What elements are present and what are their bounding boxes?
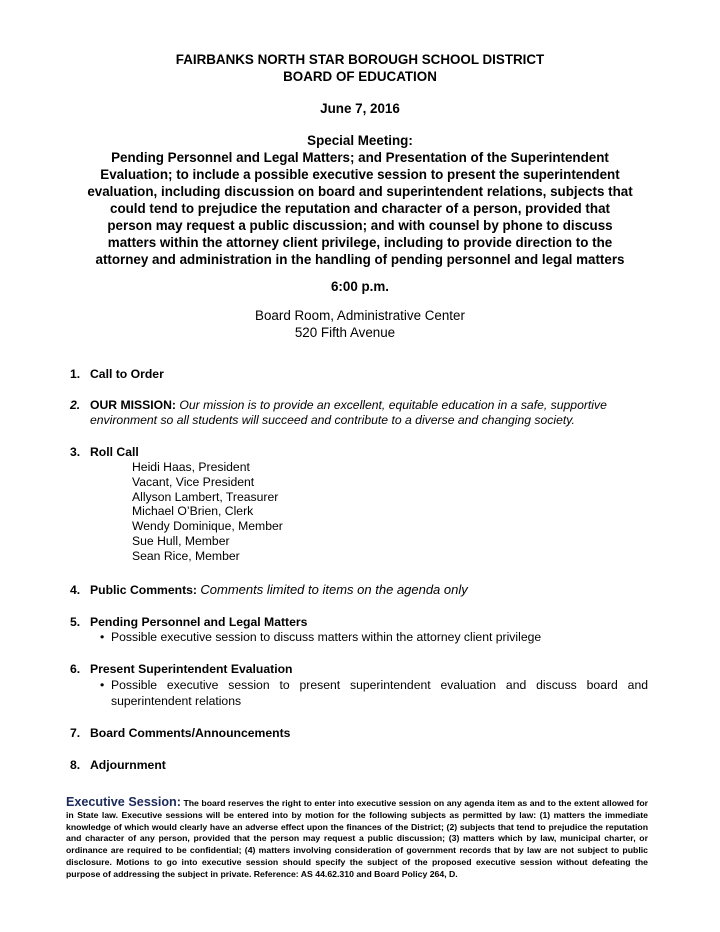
- meeting-time: 6:00 p.m.: [330, 279, 390, 294]
- item-note: Comments limited to items on the agenda only: [200, 582, 468, 597]
- meeting-description-line: attorney and administration in the handling of pending personnel and legal matters: [95, 252, 625, 267]
- meeting-type: Special Meeting:: [307, 133, 413, 148]
- location-room: Board Room, Administrative Center: [255, 308, 465, 323]
- board-member: Vacant, Vice President: [132, 474, 255, 489]
- bullet-item: [100, 678, 648, 709]
- item-title: Public Comments:: [90, 583, 197, 597]
- bullet-text: Possible executive session to present superintendent evaluation and discuss board and superintendent relations: [111, 678, 648, 708]
- bullet-text: Possible executive session to discuss matters within the attorney client privilege: [111, 630, 542, 644]
- item-title: Call to Order: [90, 367, 164, 381]
- item-number: 2.: [70, 398, 81, 412]
- org-name: FAIRBANKS NORTH STAR BOROUGH SCHOOL DISTRICT: [175, 52, 545, 67]
- board-member: Michael O’Brien, Clerk: [132, 504, 254, 519]
- board-member: Allyson Lambert, Treasurer: [132, 489, 279, 504]
- item-title: Present Superintendent Evaluation: [90, 662, 293, 676]
- executive-session-heading: Executive Session:: [66, 795, 181, 809]
- agenda-item-mission: [70, 398, 650, 428]
- meeting-description-line: person may request a public discussion; and with counsel by phone to discuss: [107, 218, 613, 233]
- meeting-description: [60, 149, 660, 268]
- item-title: Pending Personnel and Legal Matters: [90, 615, 308, 629]
- item-number: 4.: [70, 583, 81, 597]
- item-number: 1.: [70, 367, 81, 381]
- item-number: 8.: [70, 758, 81, 772]
- board-member: Sean Rice, Member: [132, 548, 240, 563]
- meeting-description-line: matters within the attorney client privilege, including to provide direction to the: [107, 235, 613, 250]
- agenda-item-board-comments: [70, 726, 650, 741]
- mission-text: Our mission is to provide an excellent, equitable education in a safe, supportive: [179, 398, 607, 412]
- agenda-item-adjournment: [70, 758, 650, 773]
- board-member: Heidi Haas, President: [132, 460, 250, 474]
- meeting-description-line: evaluation, including discussion on board and superintendent relations, subjects that: [87, 184, 633, 199]
- executive-session-notice: [66, 797, 648, 881]
- meeting-date: June 7, 2016: [320, 101, 400, 116]
- location-address: 520 Fifth Avenue: [294, 325, 396, 340]
- board-name: BOARD OF EDUCATION: [283, 69, 437, 84]
- agenda-item-public-comments: [70, 582, 650, 598]
- item-number: 7.: [70, 726, 81, 740]
- item-number: 6.: [70, 662, 81, 676]
- board-member-list: [132, 460, 283, 564]
- agenda-item-roll-call: [70, 445, 650, 460]
- bullet-item: [100, 630, 648, 646]
- item-title: OUR MISSION:: [90, 398, 176, 412]
- executive-session-text: The board reserves the right to enter into executive session on any agenda item as and to the extent allowed for in State law. Executive sessions will be entered into by motion for the following subjects as permitted by law: (1) matters the immediate knowledge of which would clearly have an adverse effect upon the finances of the District; (2) subjects that tend to prejudice the reputation and character of any person, provided that the person may request a public discussion; (3) matters which by law, municipal charter, or ordinance are required to be confidential; (4) matters involving consideration of government records that by law are not subject to public disclosure. Motions to go into executive session should specify the subject of the proposed executive session without defeating the purpose of addressing the subject in private. Reference: AS 44.62.310 and Board Policy 264, D.: [66, 798, 649, 879]
- mission-text-cont: environment so all students will succeed and contribute to a diverse and changing society.: [90, 413, 575, 427]
- item-title: Roll Call: [90, 445, 139, 459]
- agenda-item-superintendent-eval: [70, 662, 650, 677]
- item-number: 5.: [70, 615, 81, 629]
- bullet-icon: •: [100, 678, 105, 692]
- item-title: Adjournment: [90, 758, 166, 772]
- agenda-item-call-to-order: [70, 367, 650, 382]
- bullet-icon: •: [100, 630, 105, 644]
- meeting-description-line: could tend to prejudice the reputation and character of a person, provided that: [110, 201, 610, 216]
- meeting-description-line: Pending Personnel and Legal Matters; and Presentation of the Superintendent: [111, 150, 609, 165]
- board-member: Sue Hull, Member: [132, 533, 230, 548]
- agenda-item-personnel-legal: [70, 615, 650, 630]
- meeting-description-line: Evaluation; to include a possible executive session to present the superintendent: [100, 167, 620, 182]
- board-member: Wendy Dominique, Member: [132, 519, 283, 534]
- item-number: 3.: [70, 445, 81, 459]
- item-title: Board Comments/Announcements: [90, 726, 291, 740]
